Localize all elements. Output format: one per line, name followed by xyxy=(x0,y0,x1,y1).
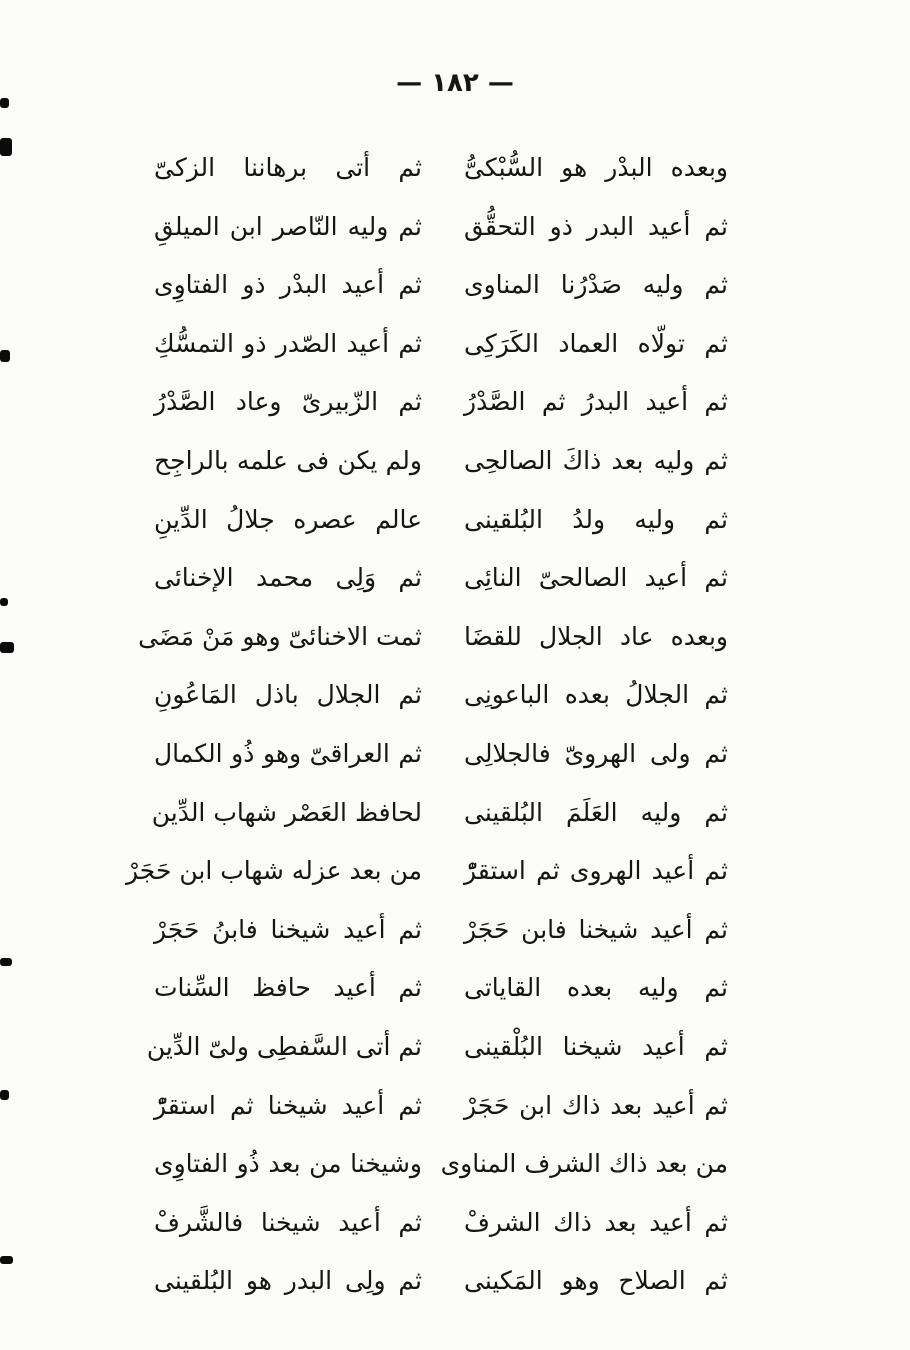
verse-first-hemistich: ثم أعيد الصالحىّ النائِى xyxy=(464,563,728,593)
poem-verses xyxy=(0,142,910,1314)
page-number: — ١٨٢ — xyxy=(396,68,514,98)
verse-first-hemistich: ثم أعيد بعد ذاك الشرفْ xyxy=(464,1207,728,1237)
verse-line xyxy=(0,904,910,963)
verse-first-hemistich: وبعده عاد الجلال للقضَا xyxy=(464,621,728,651)
verse-second-hemistich: ثم أتى برهاننا الزكىّ xyxy=(154,153,422,182)
verse-line xyxy=(0,962,910,1021)
verse-first-hemistich: من بعد ذاك الشرف المناوى xyxy=(440,1149,728,1179)
verse-first-hemistich: ثم تولّاه العماد الكَرَكِى xyxy=(464,328,728,358)
verse-second-hemistich: ثم أعيد الصّدر ذو التمسُّكِ xyxy=(154,328,422,358)
verse-first-hemistich: ثم أعيد شيخنا البُلْقينى xyxy=(464,1031,728,1061)
verse-first-hemistich: ثم أعيد البدرُ ثم الصَّدْرُ xyxy=(464,387,728,417)
verse-second-hemistich: ثم أعيد حافظ السِّنات xyxy=(154,973,422,1003)
verse-second-hemistich: ثم أعيد شيخنا ثم استقرّْ xyxy=(154,1090,422,1120)
verse-second-hemistich: ثم ولِى البدر هو البُلقينى xyxy=(154,1266,422,1296)
verse-line xyxy=(0,494,910,553)
verse-first-hemistich: ثم أعيد بعد ذاك ابن حَجَرْ xyxy=(464,1090,728,1120)
verse-line xyxy=(0,787,910,846)
verse-first-hemistich: ثم وليه ولدُ البُلقينى xyxy=(464,504,728,534)
verse-line xyxy=(0,611,910,670)
verse-first-hemistich: ثم أعيد شيخنا فابن حَجَرْ xyxy=(464,914,728,944)
verse-line xyxy=(0,845,910,904)
verse-second-hemistich: ثم الجلال باذل المَاعُونِ xyxy=(154,680,422,710)
verse-first-hemistich: ثم أعيد البدر ذو التحقُّق xyxy=(464,211,728,241)
verse-line xyxy=(0,1255,910,1314)
verse-second-hemistich: ثم وليه النّاصر ابن الميلقِ xyxy=(154,211,422,241)
verse-first-hemistich: ثم وليه بعد ذاكَ الصالحِى xyxy=(464,445,728,475)
verse-first-hemistich: ثم الجلالُ بعده الباعونِى xyxy=(464,680,728,710)
verse-line xyxy=(0,1138,910,1197)
verse-second-hemistich: ثم وَلِى محمد الإخنائى xyxy=(154,563,422,593)
verse-first-hemistich: ثم الصلاح وهو المَكينى xyxy=(464,1266,728,1296)
verse-second-hemistich: ثم أعيد شيخنا فالشَّرفْ xyxy=(154,1207,422,1237)
verse-line xyxy=(0,259,910,318)
verse-second-hemistich: لحافظ العَصْر شهاب الدِّين xyxy=(151,797,422,827)
verse-second-hemistich: ثمت الاخنائىّ وهو مَنْ مَضَى xyxy=(138,621,422,651)
verse-second-hemistich: ولم يكن فى علمه بالراجِح xyxy=(154,445,422,475)
verse-line xyxy=(0,1197,910,1256)
verse-second-hemistich: من بعد عزله شهاب ابن حَجَرْ xyxy=(126,856,422,886)
verse-line xyxy=(0,201,910,260)
verse-line xyxy=(0,669,910,728)
scan-edge-mark xyxy=(0,98,9,108)
verse-line xyxy=(0,728,910,787)
verse-second-hemistich: عالم عصره جلالُ الدِّينِ xyxy=(154,504,422,534)
verse-line xyxy=(0,435,910,494)
verse-line xyxy=(0,552,910,611)
verse-first-hemistich: ثم وليه بعده القاياتى xyxy=(464,973,728,1003)
verse-first-hemistich: ثم وليه العَلَمَ البُلقينى xyxy=(464,797,728,827)
verse-first-hemistich: ثم ولى الهروىّ فالجلالِى xyxy=(464,738,728,768)
verse-second-hemistich: ثم أتى السَّفطِى ولىّ الدِّين xyxy=(146,1031,422,1061)
verse-first-hemistich: ثم وليه صَدْرُنا المناوى xyxy=(464,270,728,300)
verse-line xyxy=(0,318,910,377)
verse-line xyxy=(0,1021,910,1080)
verse-line xyxy=(0,142,910,201)
verse-line xyxy=(0,376,910,435)
verse-first-hemistich: ثم أعيد الهروى ثم استقرّْ xyxy=(464,856,728,886)
verse-first-hemistich: وبعده البدْر هو السُّبْكىُّ xyxy=(464,153,728,182)
verse-second-hemistich: ثم الزّبيرىّ وعاد الصَّدْرُ xyxy=(154,387,422,417)
verse-second-hemistich: وشيخنا من بعد ذُو الفتاوِى xyxy=(154,1149,422,1179)
verse-second-hemistich: ثم العراقىّ وهو ذُو الكمال xyxy=(154,738,422,768)
verse-second-hemistich: ثم أعيد شيخنا فابنُ حَجَرْ xyxy=(154,914,422,944)
verse-line xyxy=(0,1080,910,1139)
verse-second-hemistich: ثم أعيد البدْر ذو الفتاوِى xyxy=(154,270,422,300)
